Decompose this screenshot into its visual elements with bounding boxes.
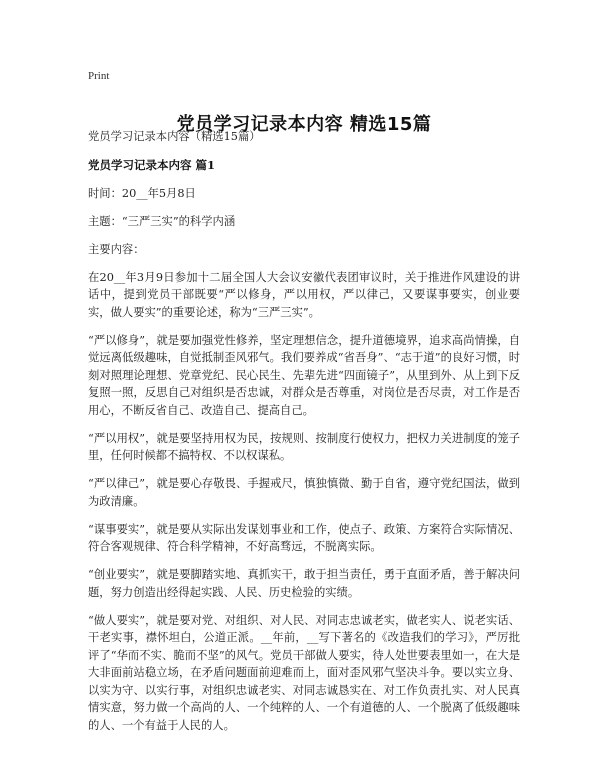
document-body bbox=[88, 128, 520, 745]
body-paragraph: “创业要实”，就是要脚踏实地、真抓实干，敢于担当责任，勇于直面矛盾，善于解决问题，努力创造出经得起实践、人民、历史检验的实绩。 bbox=[88, 568, 520, 599]
page-title: 党员学习记录本内容 精选15篇 bbox=[176, 114, 432, 136]
body-paragraph: “严以修身”，就是要加强党性修养，坚定理想信念，提升道德境界，追求高尚情操，自觉远离低级趣味，自觉抵制歪风邪气。我们要养成“省吾身”、“志于道”的良好习惯，时刻对照理论理想、党章党纪、民心民生、先辈先进“四面镜子”，从里到外、从上到下反复照一照，反思自己对组织是否忠诚，对群众是否尊重，对岗位是否尽责，对工作是否用心，不断反省自己、改造自己、提高自己。 bbox=[88, 333, 520, 417]
body-paragraph: “严以律己”，就是要心存敬畏、手握戒尺，慎独慎微、勤于自省，遵守党纪国法，做到为政清廉。 bbox=[88, 477, 520, 508]
body-paragraph: “谋事要实”，就是要从实际出发谋划事业和工作，使点子、政策、方案符合实际情况、符合客观规律、符合科学精神，不好高骛远，不脱离实际。 bbox=[88, 522, 520, 553]
print-link[interactable]: Print bbox=[88, 70, 110, 82]
body-paragraph: 在20__年3月9日参加十二届全国人大会议安徽代表团审议时，关于推进作风建设的讲话中，提到党员干部既要“严以修身，严以用权，严以律己，又要谋事要实，创业要实，做人要实”的重要论述，称为“三严三实”。 bbox=[88, 270, 520, 319]
document-subtitle: 党员学习记录本内容（精选15篇） bbox=[88, 130, 261, 143]
topic-line: 主题：“三严三实”的科学内涵 bbox=[88, 214, 236, 228]
time-line: 时间：20__年5月8日 bbox=[88, 186, 196, 200]
body-paragraph: “严以用权”，就是要坚持用权为民，按规则、按制度行使权力，把权力关进制度的笼子里，任何时候都不搞特权、不以权谋私。 bbox=[88, 431, 520, 462]
content-label: 主要内容： bbox=[88, 242, 145, 256]
body-paragraph: “做人要实”，就是要对党、对组织、对人民、对同志忠诚老实，做老实人、说老实话、干老实事，襟怀坦白，公道正派。__年前，__写下著名的《改造我们的学习》，严厉批评了“华而不实、脆而不坚”的风气。党员干部做人要实，待人处世要表里如一，在大是大非面前站稳立场，在矛盾问题面前迎难而上，面对歪风邪气坚决斗争。要以实立身、以实为守、以实行事，对组织忠诚老实、对同志诚恳实在、对工作负责扎实、对人民真情实意，努力做一个高尚的人、一个纯粹的人、一个有道德的人、一个脱离了低级趣味的人、一个有益于人民的人。 bbox=[88, 613, 520, 732]
section-heading: 党员学习记录本内容 篇1 bbox=[88, 157, 216, 172]
